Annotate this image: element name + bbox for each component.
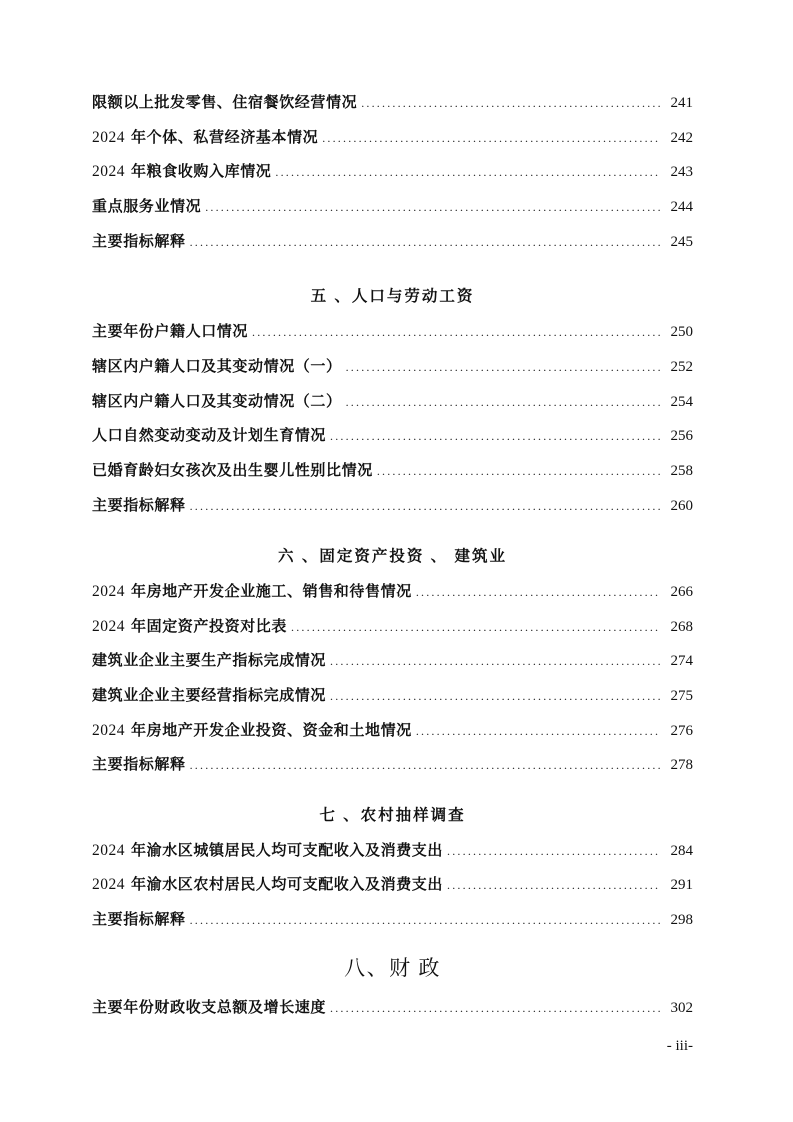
toc-entry-page: 254 bbox=[670, 393, 693, 410]
toc-entry[interactable] bbox=[92, 991, 693, 1026]
toc-entry[interactable] bbox=[92, 155, 693, 190]
toc-entry-page: 291 bbox=[670, 877, 693, 894]
dot-leader bbox=[291, 610, 660, 645]
toc-entry-year: 2024 bbox=[92, 617, 125, 635]
toc-entry-title: 建筑业企业主要经营指标完成情况 bbox=[92, 687, 327, 704]
toc-entry-page: 258 bbox=[670, 462, 693, 479]
toc-entry-title: 人口自然变动变动及计划生育情况 bbox=[92, 427, 327, 445]
toc-entry-year: 2024 bbox=[92, 876, 125, 894]
toc-entry-year: 2024 bbox=[92, 841, 125, 859]
dot-leader bbox=[330, 991, 660, 1026]
dot-leader bbox=[275, 155, 660, 190]
toc-entry-page: 266 bbox=[670, 583, 693, 600]
dot-leader bbox=[190, 489, 660, 524]
dot-leader bbox=[330, 644, 660, 679]
dot-leader bbox=[330, 419, 660, 454]
toc-entry[interactable] bbox=[92, 385, 693, 420]
toc-entry-title: 主要指标解释 bbox=[92, 232, 186, 250]
dot-leader bbox=[190, 748, 660, 783]
toc-entry-page: 245 bbox=[670, 233, 693, 250]
toc-entry-page: 250 bbox=[670, 324, 693, 341]
toc-entry-page: 275 bbox=[670, 688, 693, 704]
toc-entry-title: 年渝水区城镇居民人均可支配收入及消费支出 bbox=[131, 841, 444, 859]
toc-entry-page: 241 bbox=[670, 95, 693, 111]
toc-entry-year: 2024 bbox=[92, 582, 125, 600]
dot-leader bbox=[346, 385, 660, 420]
toc-entry[interactable] bbox=[92, 714, 693, 749]
toc-entry[interactable] bbox=[92, 86, 693, 121]
toc-entry-page: 298 bbox=[670, 912, 693, 929]
toc-entry-title: 年个体、私营经济基本情况 bbox=[131, 128, 319, 146]
toc-entry[interactable] bbox=[92, 903, 693, 938]
toc-entry-page: 256 bbox=[670, 428, 693, 445]
toc-entry[interactable] bbox=[92, 644, 693, 679]
toc-entry-title: 年房地产开发企业施工、销售和待售情况 bbox=[131, 582, 412, 600]
toc-entry[interactable] bbox=[92, 868, 693, 903]
toc-entry[interactable] bbox=[92, 679, 693, 714]
toc-entry-page: 252 bbox=[670, 358, 693, 375]
dot-leader bbox=[361, 86, 660, 121]
page-number-footer: - iii- bbox=[666, 1038, 693, 1054]
toc-entry-page: 284 bbox=[670, 842, 693, 859]
toc-entry[interactable] bbox=[92, 419, 693, 454]
dot-leader bbox=[447, 834, 660, 869]
toc-entry-title: 主要年份财政收支总额及增长速度 bbox=[92, 998, 327, 1016]
dot-leader bbox=[416, 575, 660, 610]
toc-entry-title: 限额以上批发零售、住宿餐饮经营情况 bbox=[92, 94, 358, 111]
toc-entry[interactable] bbox=[92, 489, 693, 524]
toc-entry-page: 243 bbox=[670, 164, 693, 181]
toc-entry-title: 主要年份户籍人口情况 bbox=[92, 323, 249, 341]
toc-entry[interactable] bbox=[92, 748, 693, 783]
toc-entry-title: 主要指标解释 bbox=[92, 496, 186, 514]
toc-entry-page: 268 bbox=[670, 618, 693, 635]
toc-entry-year: 2024 bbox=[92, 128, 125, 146]
toc-entry-page: 274 bbox=[670, 653, 693, 670]
toc-entry-title: 建筑业企业主要生产指标完成情况 bbox=[92, 652, 327, 670]
toc-entry-page: 278 bbox=[670, 757, 693, 774]
toc-entry[interactable] bbox=[92, 350, 693, 385]
toc-section-header-investment-construction: 六 、固定资产投资 、 建筑业 bbox=[278, 548, 507, 566]
toc-entry-title: 年房地产开发企业投资、资金和土地情况 bbox=[131, 721, 412, 739]
dot-leader bbox=[190, 903, 660, 938]
toc-entry-page: 244 bbox=[670, 199, 693, 216]
dot-leader bbox=[252, 315, 660, 350]
toc-entry-year: 2024 bbox=[92, 163, 125, 181]
toc-entry-title: 年固定资产投资对比表 bbox=[131, 617, 288, 635]
toc-entry[interactable] bbox=[92, 190, 693, 225]
toc-section-header-rural-survey: 七 、农村抽样调查 bbox=[319, 807, 466, 825]
toc-entry[interactable] bbox=[92, 610, 693, 645]
dot-leader bbox=[377, 454, 660, 489]
dot-leader bbox=[322, 121, 660, 156]
toc-entry[interactable] bbox=[92, 834, 693, 869]
toc-section-header-population-labor: 五 、人口与劳动工资 bbox=[310, 288, 475, 306]
toc-entry-title: 主要指标解释 bbox=[92, 756, 186, 774]
toc-entry-title: 年渝水区农村居民人均可支配收入及消费支出 bbox=[131, 876, 444, 894]
dot-leader bbox=[346, 350, 660, 385]
toc-entry-title: 辖区内户籍人口及其变动情况（一） bbox=[92, 357, 342, 375]
dot-leader bbox=[416, 714, 660, 749]
toc-entry[interactable] bbox=[92, 121, 693, 156]
dot-leader bbox=[330, 679, 660, 714]
toc-entry[interactable] bbox=[92, 315, 693, 350]
toc-entry-page: 260 bbox=[670, 497, 693, 514]
toc-section-header-finance: 八、财 政 bbox=[344, 955, 441, 980]
toc-entry-title: 已婚育龄妇女孩次及出生婴儿性别比情况 bbox=[92, 461, 373, 479]
toc-entry-year: 2024 bbox=[92, 721, 125, 739]
dot-leader bbox=[447, 868, 660, 903]
toc-entry-page: 276 bbox=[670, 722, 693, 739]
toc-entry-title: 主要指标解释 bbox=[92, 911, 186, 929]
toc-entry-title: 重点服务业情况 bbox=[92, 198, 202, 216]
toc-entry-page: 242 bbox=[670, 129, 693, 146]
toc-entry-title: 辖区内户籍人口及其变动情况（二） bbox=[92, 392, 342, 410]
dot-leader bbox=[205, 190, 660, 225]
toc-entry-page: 302 bbox=[670, 999, 693, 1016]
toc-entry-title: 年粮食收购入库情况 bbox=[131, 163, 272, 181]
toc-entry[interactable] bbox=[92, 454, 693, 489]
toc-entry[interactable] bbox=[92, 575, 693, 610]
dot-leader bbox=[190, 225, 660, 260]
toc-entry[interactable] bbox=[92, 225, 693, 260]
